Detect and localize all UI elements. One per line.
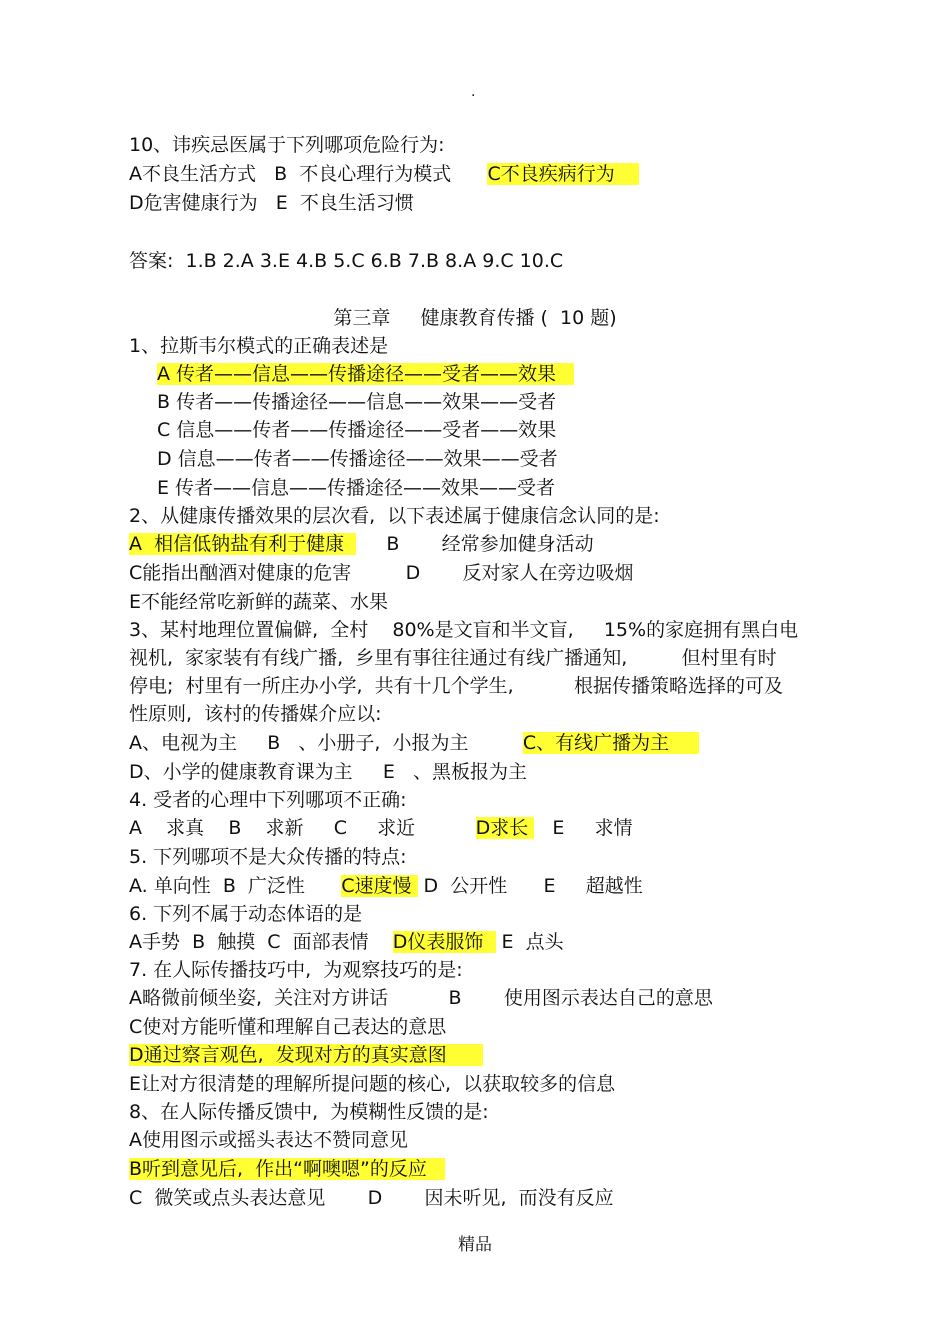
c3-q8-options-row3: C 微笑或点头表达意见 D 因未听见, 而没有反应	[129, 1187, 614, 1209]
c3-q8-option-b	[129, 1156, 445, 1182]
c3-q7-option-c: C使对方能听懂和理解自己表达的意思	[129, 1016, 447, 1038]
c3-q3-stem-line3: 停电; 村里有一所庄办小学, 共有十几个学生, 根据传播策略选择的可及	[129, 675, 784, 697]
q10-correct-option: C不良疾病行为	[487, 163, 639, 185]
c3-q4-options-abc: A 求真 B 求新 C 求近	[129, 817, 476, 839]
c3-q1-option-c: C 信息——传者——传播途径——受者——效果	[157, 419, 557, 441]
c3-q6-title: 6. 下列不属于动态体语的是	[129, 903, 363, 925]
c3-q2-options-row1	[129, 531, 594, 557]
c3-q7-title: 7. 在人际传播技巧中, 为观察技巧的是:	[129, 959, 463, 981]
c3-q8-option-a: A使用图示或摇头表达不赞同意见	[129, 1129, 408, 1151]
q10-title: 10、讳疾忌医属于下列哪项危险行为:	[129, 134, 445, 156]
c3-q2-options-row3: E不能经常吃新鲜的蔬菜、水果	[129, 591, 389, 613]
c3-q4-correct-option: D求长	[475, 817, 535, 839]
c3-q1-correct-option: A 传者——信息——传播途径——受者——效果	[157, 363, 575, 385]
c3-q5-options-ab: A. 单向性 B 广泛性	[129, 875, 342, 897]
c3-q5-title: 5. 下列哪项不是大众传播的特点:	[129, 846, 407, 868]
c3-q3-options-row1	[129, 730, 699, 756]
c3-q6-options-abc: A手势 B 触摸 C 面部表情	[129, 931, 393, 953]
c3-q5-options-de: D 公开性 E 超越性	[417, 875, 643, 897]
c3-q3-stem-line4: 性原则, 该村的传播媒介应以:	[129, 703, 382, 725]
c3-q1-option-a	[157, 361, 574, 387]
chapter-3-title: 第三章 健康教育传播 ( 10 题)	[333, 307, 617, 329]
c3-q1-title: 1、拉斯韦尔模式的正确表述是	[129, 335, 389, 357]
c3-q3-stem-line2: 视机, 家家装有有线广播, 乡里有事往往通过有线广播通知, 但村里有时	[129, 647, 777, 669]
c3-q1-option-b: B 传者——传播途径——信息——效果——受者	[157, 391, 557, 413]
q10-options-row2: D危害健康行为 E 不良生活习惯	[129, 192, 414, 214]
c3-q8-title: 8、在人际传播反馈中, 为模糊性反馈的是:	[129, 1101, 489, 1123]
c3-q7-correct-option: D通过察言观色, 发现对方的真实意图	[129, 1044, 483, 1066]
c3-q5-correct-option: C速度慢	[341, 875, 418, 897]
c3-q2-correct-option: A 相信低钠盐有利于健康	[129, 533, 357, 555]
c3-q3-stem-line1: 3、某村地理位置偏僻, 全村 80%是文盲和半文盲, 15%的家庭拥有黑白电	[129, 619, 799, 641]
c3-q3-correct-option: C、有线广播为主	[522, 732, 700, 754]
c3-q7-option-d	[129, 1042, 483, 1068]
c3-q4-options	[129, 815, 633, 841]
c3-q8-correct-option: B听到意见后, 作出“啊噢嗯”的反应	[129, 1158, 445, 1180]
page-footer: 精品	[458, 1235, 492, 1255]
c3-q1-option-d: D 信息——传者——传播途径——效果——受者	[157, 448, 558, 470]
c3-q7-options-row1: A略微前倾坐姿, 关注对方讲话 B 使用图示表达自己的意思	[129, 987, 713, 1009]
c3-q3-options-ab: A、电视为主 B 、小册子, 小报为主	[129, 732, 523, 754]
c3-q6-options	[129, 929, 564, 955]
c3-q4-title: 4. 受者的心理中下列哪项不正确:	[129, 789, 407, 811]
answer-key: 答案: 1.B 2.A 3.E 4.B 5.C 6.B 7.B 8.A 9.C 10.C	[129, 250, 564, 272]
c3-q4-option-e: E 求情	[534, 817, 633, 839]
c3-q2-title: 2、从健康传播效果的层次看, 以下表述属于健康信念认同的是:	[129, 505, 660, 527]
c3-q6-correct-option: D仪表服饰	[392, 931, 496, 953]
header-mark: .	[471, 84, 476, 100]
c3-q5-options	[129, 873, 643, 899]
c3-q2-options-row2: C能指出酗酒对健康的危害 D 反对家人在旁边吸烟	[129, 562, 634, 584]
c3-q3-options-row2: D、小学的健康教育课为主 E 、黑板报为主	[129, 761, 527, 783]
c3-q6-option-e: E 点头	[495, 931, 564, 953]
c3-q7-option-e: E让对方很清楚的理解所提问题的核心, 以获取较多的信息	[129, 1073, 616, 1095]
c3-q1-option-e: E 传者——信息——传播途径——效果——受者	[157, 477, 556, 499]
q10-options-abc: A不良生活方式 B 不良心理行为模式	[129, 163, 488, 185]
c3-q2-option-b: B 经常参加健身活动	[356, 533, 594, 555]
q10-options-row1	[129, 161, 639, 187]
